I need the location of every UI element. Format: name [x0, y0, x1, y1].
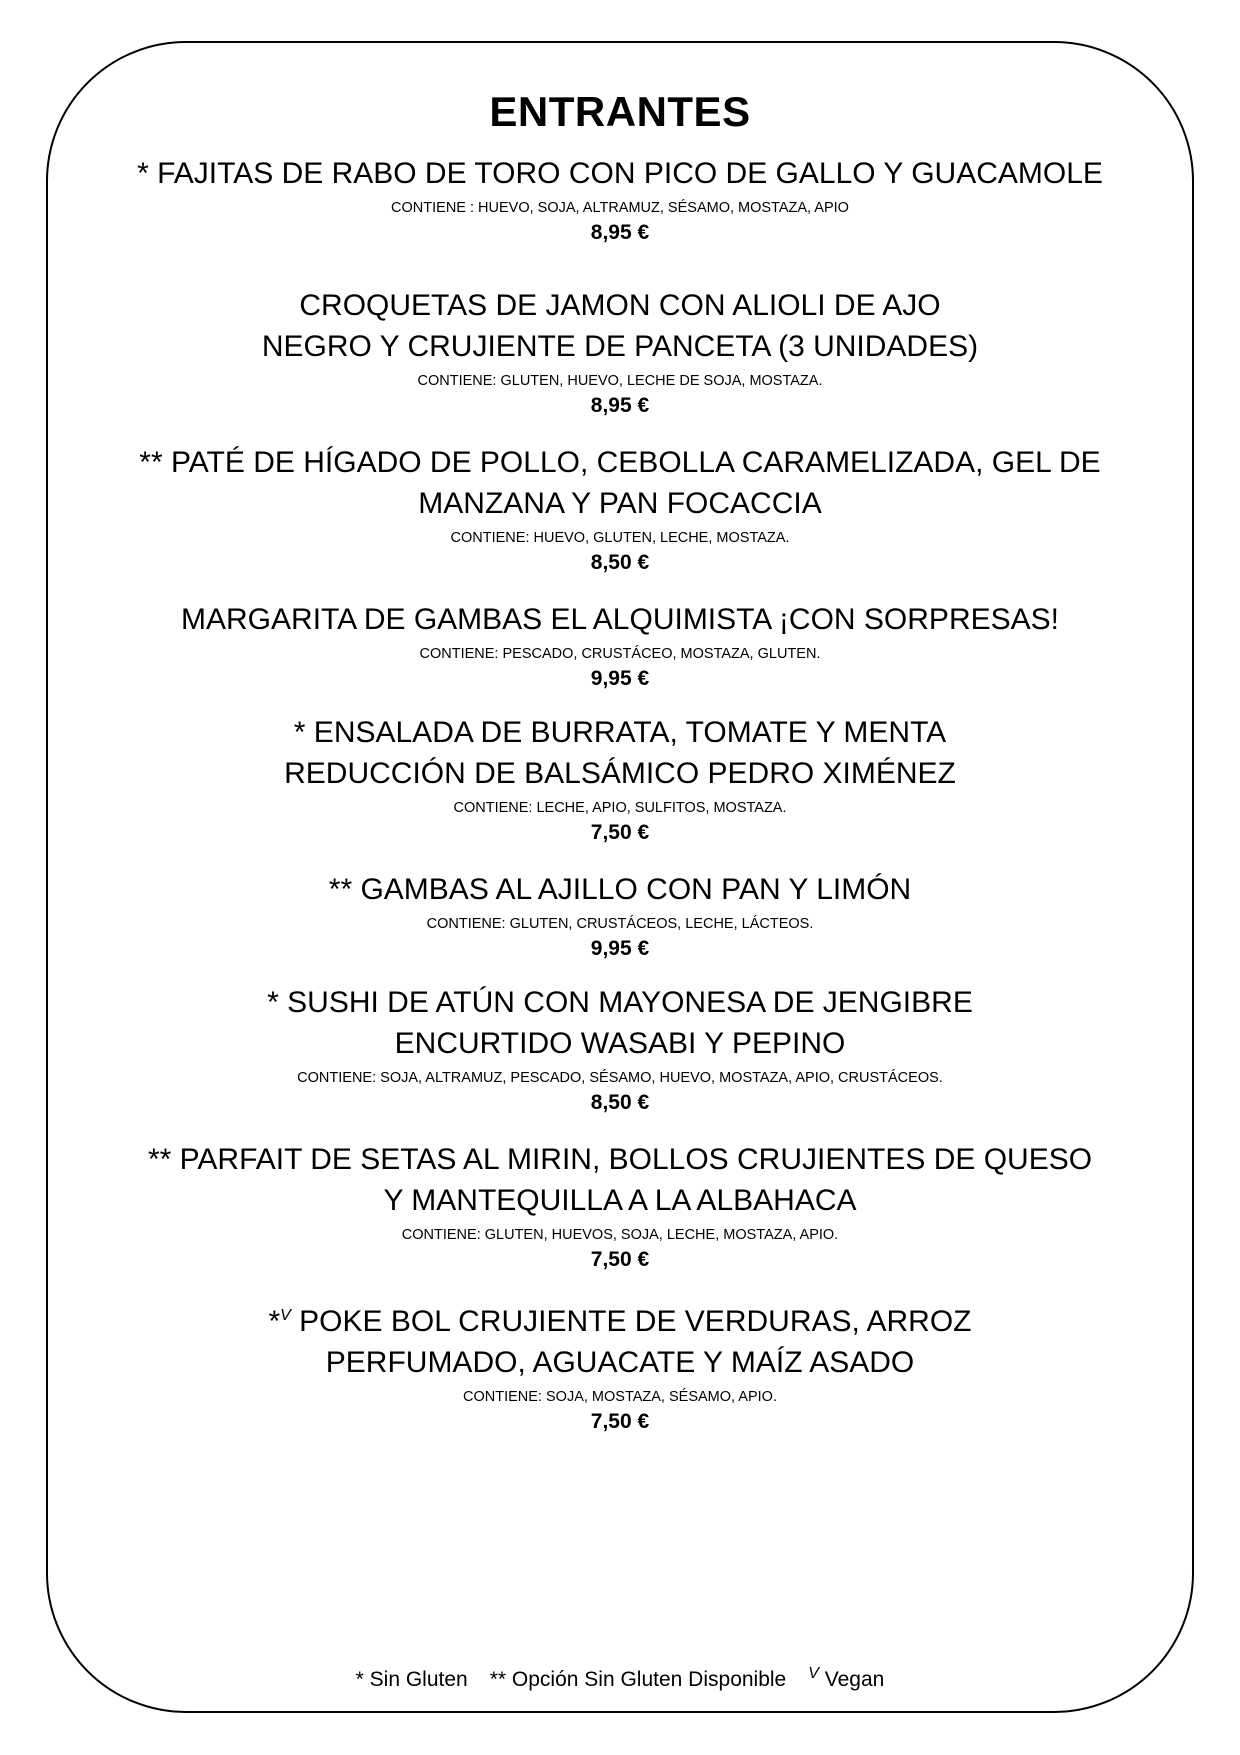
item-price: 8,95 € [590, 221, 650, 244]
legend-sin-gluten: * Sin Gluten [355, 1668, 468, 1691]
item-price: 7,50 € [590, 1248, 650, 1271]
page-title: ENTRANTES [489, 88, 751, 135]
item-allergens: CONTIENE: PESCADO, CRUSTÁCEO, MOSTAZA, GLUTEN. [419, 646, 821, 662]
item-name: MARGARITA DE GAMBAS EL ALQUIMISTA ¡CON SORPRESAS! [181, 603, 1059, 636]
item-price: 7,50 € [590, 1410, 650, 1433]
item-price: 7,50 € [590, 821, 650, 844]
item-price: 8,95 € [590, 394, 650, 417]
item-name-line [100, 1295, 1140, 1342]
menu-item [100, 712, 1140, 847]
item-allergens: CONTIENE : HUEVO, SOJA, ALTRAMUZ, SÉSAMO, MOSTAZA, APIO [391, 200, 849, 216]
menu-item [100, 982, 1140, 1117]
item-allergens: CONTIENE: GLUTEN, HUEVO, LECHE DE SOJA, MOSTAZA. [417, 373, 823, 389]
legend-vegan-mark: V [808, 1665, 819, 1682]
item-name-text: POKE BOL CRUJIENTE DE VERDURAS, ARROZ [290, 1305, 972, 1338]
item-name-line: ** PARFAIT DE SETAS AL MIRIN, BOLLOS CRUJIENTES DE QUESO [147, 1143, 1093, 1176]
item-name: * FAJITAS DE RABO DE TORO CON PICO DE GALLO Y GUACAMOLE [137, 157, 1103, 190]
item-allergens: CONTIENE: SOJA, ALTRAMUZ, PESCADO, SÉSAMO, HUEVO, MOSTAZA, APIO, CRUSTÁCEOS. [297, 1070, 943, 1086]
item-price: 9,95 € [590, 667, 650, 690]
item-name-line: ** PATÉ DE HÍGADO DE POLLO, CEBOLLA CARAMELIZADA, GEL DE [139, 446, 1101, 479]
menu-item [100, 599, 1140, 693]
item-name-line: MANZANA Y PAN FOCACCIA [418, 487, 822, 520]
item-name-line: * SUSHI DE ATÚN CON MAYONESA DE JENGIBRE [267, 986, 973, 1019]
gluten-free-mark: * [268, 1305, 281, 1338]
item-allergens: CONTIENE: HUEVO, GLUTEN, LECHE, MOSTAZA. [450, 530, 790, 546]
item-name-line: Y MANTEQUILLA A LA ALBAHACA [383, 1184, 857, 1217]
item-name-line: CROQUETAS DE JAMON CON ALIOLI DE AJO [299, 289, 941, 322]
menu-item [100, 153, 1140, 247]
legend [0, 1665, 1240, 1692]
item-price: 8,50 € [590, 1091, 650, 1114]
item-allergens: CONTIENE: LECHE, APIO, SULFITOS, MOSTAZA. [453, 800, 787, 816]
menu-item [100, 1295, 1140, 1436]
legend-opcion-sin-gluten: ** Opción Sin Gluten Disponible [489, 1668, 787, 1691]
menu-item [100, 869, 1140, 963]
menu-item [100, 442, 1140, 577]
item-name-line: PERFUMADO, AGUACATE Y MAÍZ ASADO [325, 1346, 915, 1379]
item-name-line: REDUCCIÓN DE BALSÁMICO PEDRO XIMÉNEZ [284, 757, 956, 790]
item-allergens: CONTIENE: GLUTEN, HUEVOS, SOJA, LECHE, MOSTAZA, APIO. [401, 1227, 839, 1243]
item-name-line: ENCURTIDO WASABI Y PEPINO [394, 1027, 846, 1060]
menu-item [100, 285, 1140, 420]
item-price: 9,95 € [590, 937, 650, 960]
legend-vegan: Vegan [818, 1668, 885, 1691]
item-price: 8,50 € [590, 551, 650, 574]
item-allergens: CONTIENE: GLUTEN, CRUSTÁCEOS, LECHE, LÁCTEOS. [426, 916, 814, 932]
item-name: ** GAMBAS AL AJILLO CON PAN Y LIMÓN [328, 873, 912, 906]
menu-item [100, 1139, 1140, 1274]
item-name-line: NEGRO Y CRUJIENTE DE PANCETA (3 UNIDADES) [261, 330, 979, 363]
item-name-line: * ENSALADA DE BURRATA, TOMATE Y MENTA [293, 716, 947, 749]
item-allergens: CONTIENE: SOJA, MOSTAZA, SÉSAMO, APIO. [463, 1389, 777, 1405]
vegan-mark: V [280, 1307, 291, 1324]
